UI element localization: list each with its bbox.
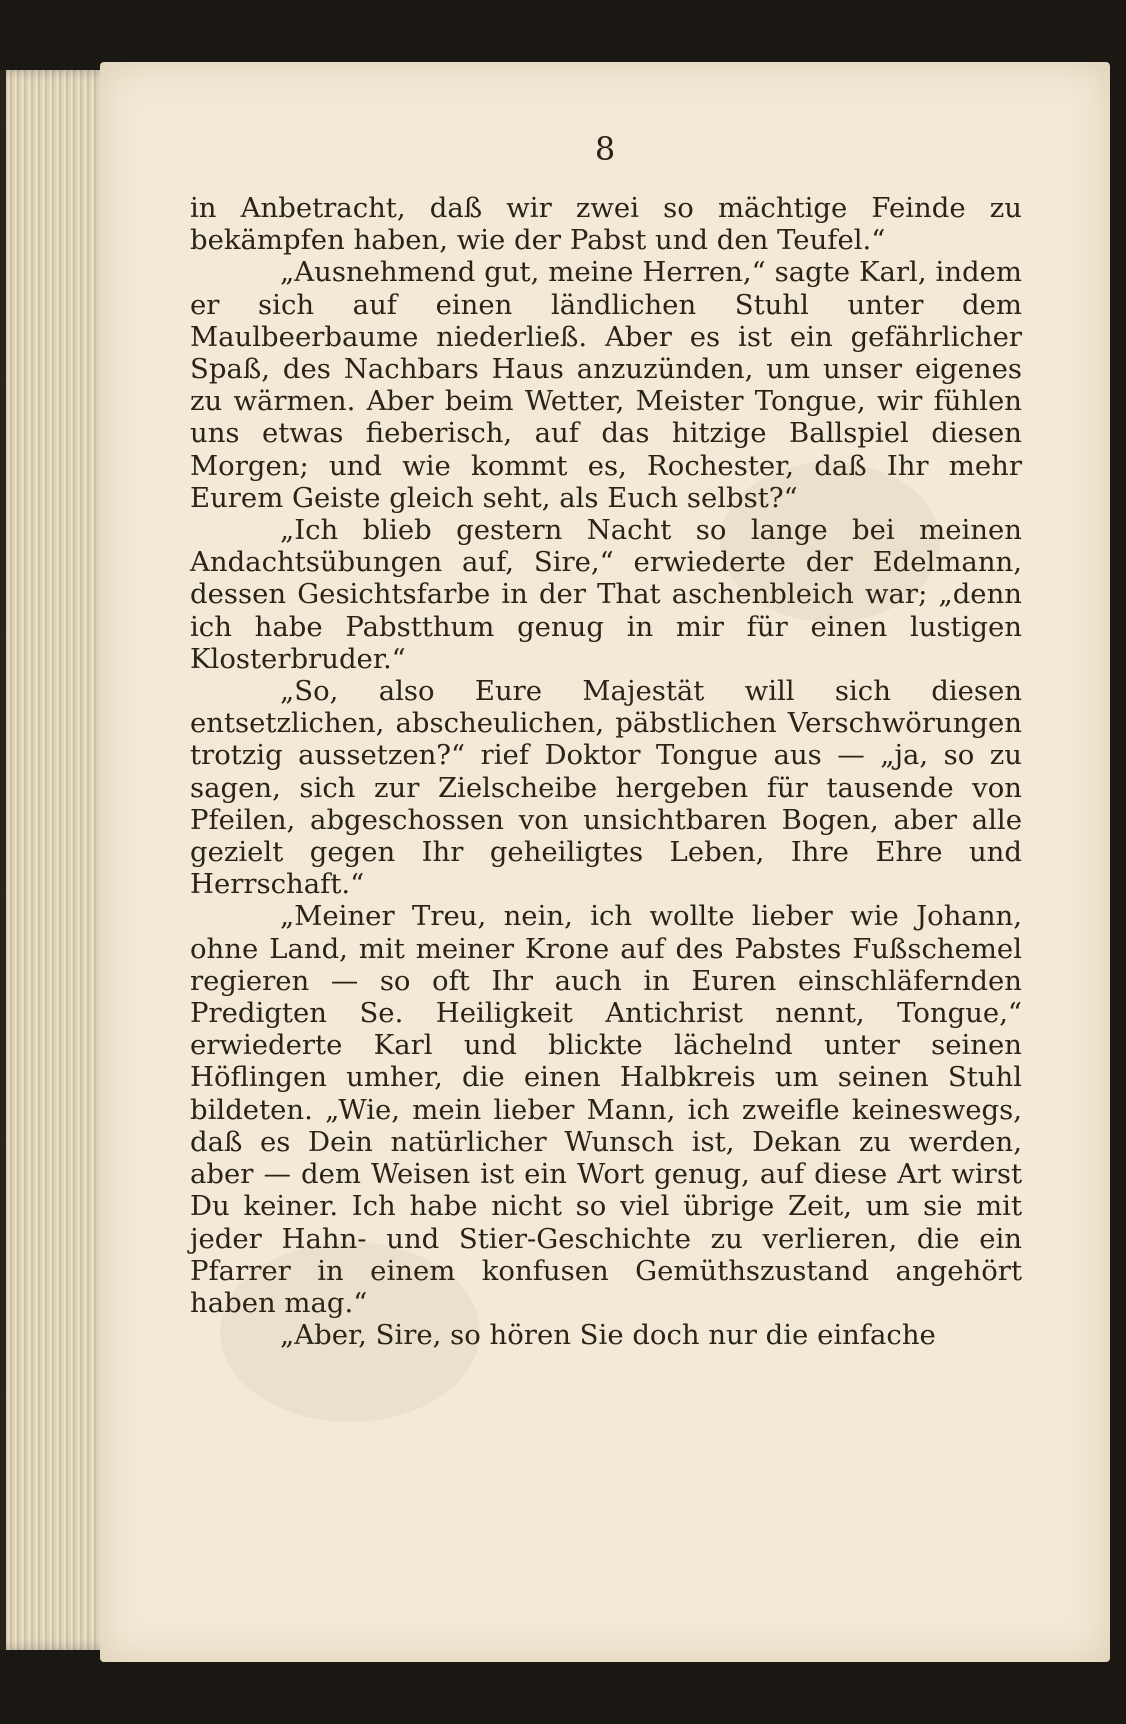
paragraph: „Meiner Treu, nein, ich wollte lieber wie Johann, ohne Land, mit meiner Krone auf des Pabstes Fußschemel regieren — so oft Ihr auch in Euren einschläfernden Predigten Se. Heiligkeit Antichrist nennt, Tongue,“ erwiederte Karl und blickte lächelnd unter seinen Höflingen umher, die einen Halbkreis um seinen Stuhl bildeten. „Wie, mein lieber Mann, ich zweifle keineswegs, daß es Dein natürlicher Wunsch ist, Dekan zu werden, aber — dem Weisen ist ein Wort genug, auf diese Art wirst Du keiner. Ich habe nicht so viel übrige Zeit, um sie mit jeder Hahn- und Stier-Geschichte zu verlieren, die ein Pfarrer in einem konfusen Gemüthszustand angehört haben mag.“ [190, 900, 1022, 1319]
paragraph: „Ausnehmend gut, meine Herren,“ sagte Karl, indem er sich auf einen ländlichen Stuhl unter dem Maulbeerbaume niederließ. Aber es ist ein gefährlicher Spaß, des Nachbars Haus anzuzünden, um unser eigenes zu wärmen. Aber beim Wetter, Meister Tongue, wir fühlen uns etwas fieberisch, auf das hitzige Ballspiel diesen Morgen; und wie kommt es, Rochester, daß Ihr mehr Eurem Geiste gleich seht, als Euch selbst?“ [190, 256, 1022, 514]
book-page [100, 62, 1110, 1662]
page-number: 8 [594, 130, 616, 168]
paragraph: in Anbetracht, daß wir zwei so mächtige Feinde zu bekämpfen haben, wie der Pabst und den Teufel.“ [190, 192, 1022, 257]
paragraph: „Ich blieb gestern Nacht so lange bei meinen Andachtsübungen auf, Sire,“ erwiederte der Edelmann, dessen Gesichtsfarbe in der That aschenbleich war; „denn ich habe Pabstthum genug in mir für einen lustigen Klosterbruder.“ [190, 514, 1022, 675]
body-text [190, 192, 1022, 1351]
book-page-edges [0, 70, 116, 1650]
paragraph: „So, also Eure Majestät will sich diesen entsetzlichen, abscheulichen, päbstlichen Verschwörungen trotzig aussetzen?“ rief Doktor Tongue aus — „ja, so zu sagen, sich zur Zielscheibe hergeben für tausende von Pfeilen, abgeschossen von unsichtbaren Bogen, aber alle gezielt gegen Ihr geheiligtes Leben, Ihre Ehre und Herrschaft.“ [190, 675, 1022, 901]
paragraph: „Aber, Sire, so hören Sie doch nur die einfache [280, 1319, 936, 1352]
